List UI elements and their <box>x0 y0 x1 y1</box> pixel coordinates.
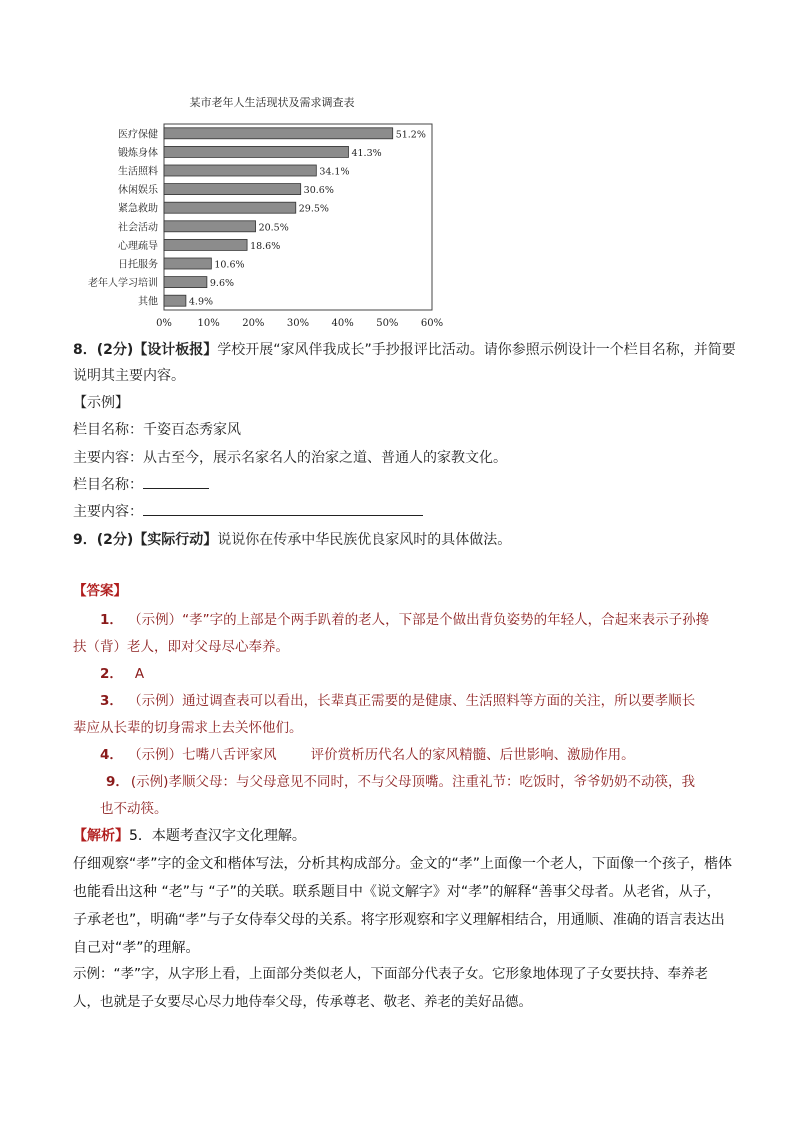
x-tick-label: 60% <box>420 318 444 329</box>
value-label: 18.6% <box>250 240 281 252</box>
q8-tag: 【设计板报】 <box>133 342 218 358</box>
analysis-tag: 【解析】 <box>73 828 129 844</box>
answer-1-text1: （示例）“孝”字的上部是个两手趴着的老人，下部是个做出背负姿势的年轻人，合起来表示子孙搀 <box>134 612 710 628</box>
answer-3-line2: 辈应从长辈的切身需求上去关怀他们。 <box>73 720 303 736</box>
bar-9 <box>164 295 186 306</box>
x-tick-label: 20% <box>242 318 265 329</box>
q9-tag: 【实际行动】 <box>133 532 218 548</box>
bar-3 <box>164 184 301 195</box>
category-label: 心理疏导 <box>118 240 158 252</box>
category-label: 医疗保健 <box>118 129 158 141</box>
category-label: 社会活动 <box>118 222 158 234</box>
example-content-row <box>73 446 507 470</box>
answer-1-number: 1． <box>100 612 123 628</box>
analysis-paragraph-2: 示例：“孝”字，从字形上看，上面部分类似老人，下面部分代表子女。它形象地体现了子女要扶持、奉养老人，也就是子女要尽心尽力地侍奉父母，传承尊老、敬老、养老的美好品德。 <box>73 966 708 1010</box>
value-label: 51.2% <box>395 129 426 141</box>
example-name: 千姿百态秀家风 <box>143 422 241 438</box>
chart-title: 某市老年人生活现状及需求调查表 <box>189 96 355 109</box>
example-tag: 【示例】 <box>73 395 129 411</box>
answer-9-number: 9． <box>106 774 129 790</box>
answer-4 <box>100 742 635 769</box>
answer-2-text: A <box>134 666 145 682</box>
bar-6 <box>164 239 247 250</box>
bar-2 <box>164 165 316 176</box>
bar-5 <box>164 221 256 232</box>
analysis-paragraph-1: 仔细观察“孝”字的金文和楷体写法，分析其构成部分。金文的“孝”上面像一个老人，下面像一个孩子，楷体也能看出这种 “老”与 “子”的关联。联系题目中《说文解字》对“孝”的解释“善事父母者。从老省，从子，子承老也”，明确“孝”与子女侍奉父母的关系。将字形观察和字义理解相结合，用通顺、准确的语言表达出自己对“孝”的理解。 <box>73 856 733 956</box>
bar-4 <box>164 202 296 213</box>
category-label: 老年人学习培训 <box>88 278 158 290</box>
x-tick-label: 10% <box>197 318 220 329</box>
blank-content-label: 主要内容： <box>73 504 143 520</box>
blank-name-label: 栏目名称： <box>73 477 143 493</box>
value-label: 34.1% <box>319 166 350 178</box>
answer-1-line1 <box>100 607 709 634</box>
survey-bar-chart <box>60 90 460 340</box>
bar-1 <box>164 146 348 157</box>
answer-3-line1 <box>100 688 695 715</box>
category-label: 日托服务 <box>118 259 158 271</box>
value-label: 9.6% <box>209 278 235 290</box>
blank-content-row <box>73 500 423 524</box>
q9-line <box>73 528 511 552</box>
answer-9-text1: (示例)孝顺父母：与父母意见不同时，不与父母顶嘴。注重礼节：吃饭时，爷爷奶奶不动筷，我 <box>130 774 695 790</box>
x-tick-label: 40% <box>331 318 354 329</box>
blank-name-field[interactable] <box>143 474 209 489</box>
q8-text2: 说明其主要内容。 <box>73 368 185 384</box>
category-label: 锻炼身体 <box>118 147 158 159</box>
analysis-head-row <box>73 822 733 850</box>
answer-2-number: 2． <box>100 666 123 682</box>
value-label: 4.9% <box>188 296 214 308</box>
bar-0 <box>164 128 393 139</box>
category-label: 休闲娱乐 <box>118 185 158 197</box>
answer-3-number: 3． <box>100 693 123 709</box>
category-label: 其他 <box>138 296 158 308</box>
q9-text: 说说你在传承中华民族优良家风时的具体做法。 <box>217 532 512 548</box>
answer-4-text-a: （示例）七嘴八舌评家风 <box>134 747 277 763</box>
analysis-head: 5．本题考查汉字文化理解。 <box>129 828 306 844</box>
example-content-label: 主要内容： <box>73 450 143 466</box>
answer-1-line2: 扶（背）老人，即对父母尽心奉养。 <box>73 639 289 655</box>
blank-content-field[interactable] <box>143 501 423 516</box>
x-tick-label: 30% <box>286 318 310 329</box>
bar-7 <box>164 258 211 269</box>
q8-text1: 学校开展“家风伴我成长”手抄报评比活动。请你参照示例设计一个栏目名称，并简要 <box>217 342 736 358</box>
bar-8 <box>164 277 207 288</box>
answer-9-line2: 也不动筷。 <box>100 801 168 817</box>
example-name-row <box>73 418 241 442</box>
q9-number: 9．(2分) <box>73 532 134 548</box>
value-label: 29.5% <box>298 203 329 215</box>
category-label: 生活照料 <box>118 166 158 178</box>
x-tick-label: 0% <box>156 318 172 329</box>
answer-4-number: 4． <box>100 747 123 763</box>
category-label: 紧急救助 <box>118 203 158 215</box>
example-content: 从古至今，展示名家名人的治家之道、普通人的家教文化。 <box>143 450 507 466</box>
value-label: 20.5% <box>258 222 289 234</box>
answer-4-text-b: 评价赏析历代名人的家风精髓、后世影响、激励作用。 <box>310 747 635 763</box>
survey-chart <box>60 90 460 340</box>
q8-line1 <box>73 338 736 362</box>
value-label: 41.3% <box>351 147 382 159</box>
answer-9-line1 <box>106 769 695 796</box>
answer-3-text1: （示例）通过调查表可以看出，长辈真正需要的是健康、生活照料等方面的关注，所以要孝顺长 <box>134 693 696 709</box>
blank-name-row <box>73 473 209 497</box>
value-label: 30.6% <box>303 185 334 197</box>
example-name-label: 栏目名称： <box>73 422 143 438</box>
answer-2 <box>100 661 144 688</box>
x-tick-label: 50% <box>376 318 399 329</box>
answer-tag: 【答案】 <box>73 583 127 599</box>
q8-number: 8．(2分) <box>73 342 134 358</box>
value-label: 10.6% <box>214 259 245 271</box>
